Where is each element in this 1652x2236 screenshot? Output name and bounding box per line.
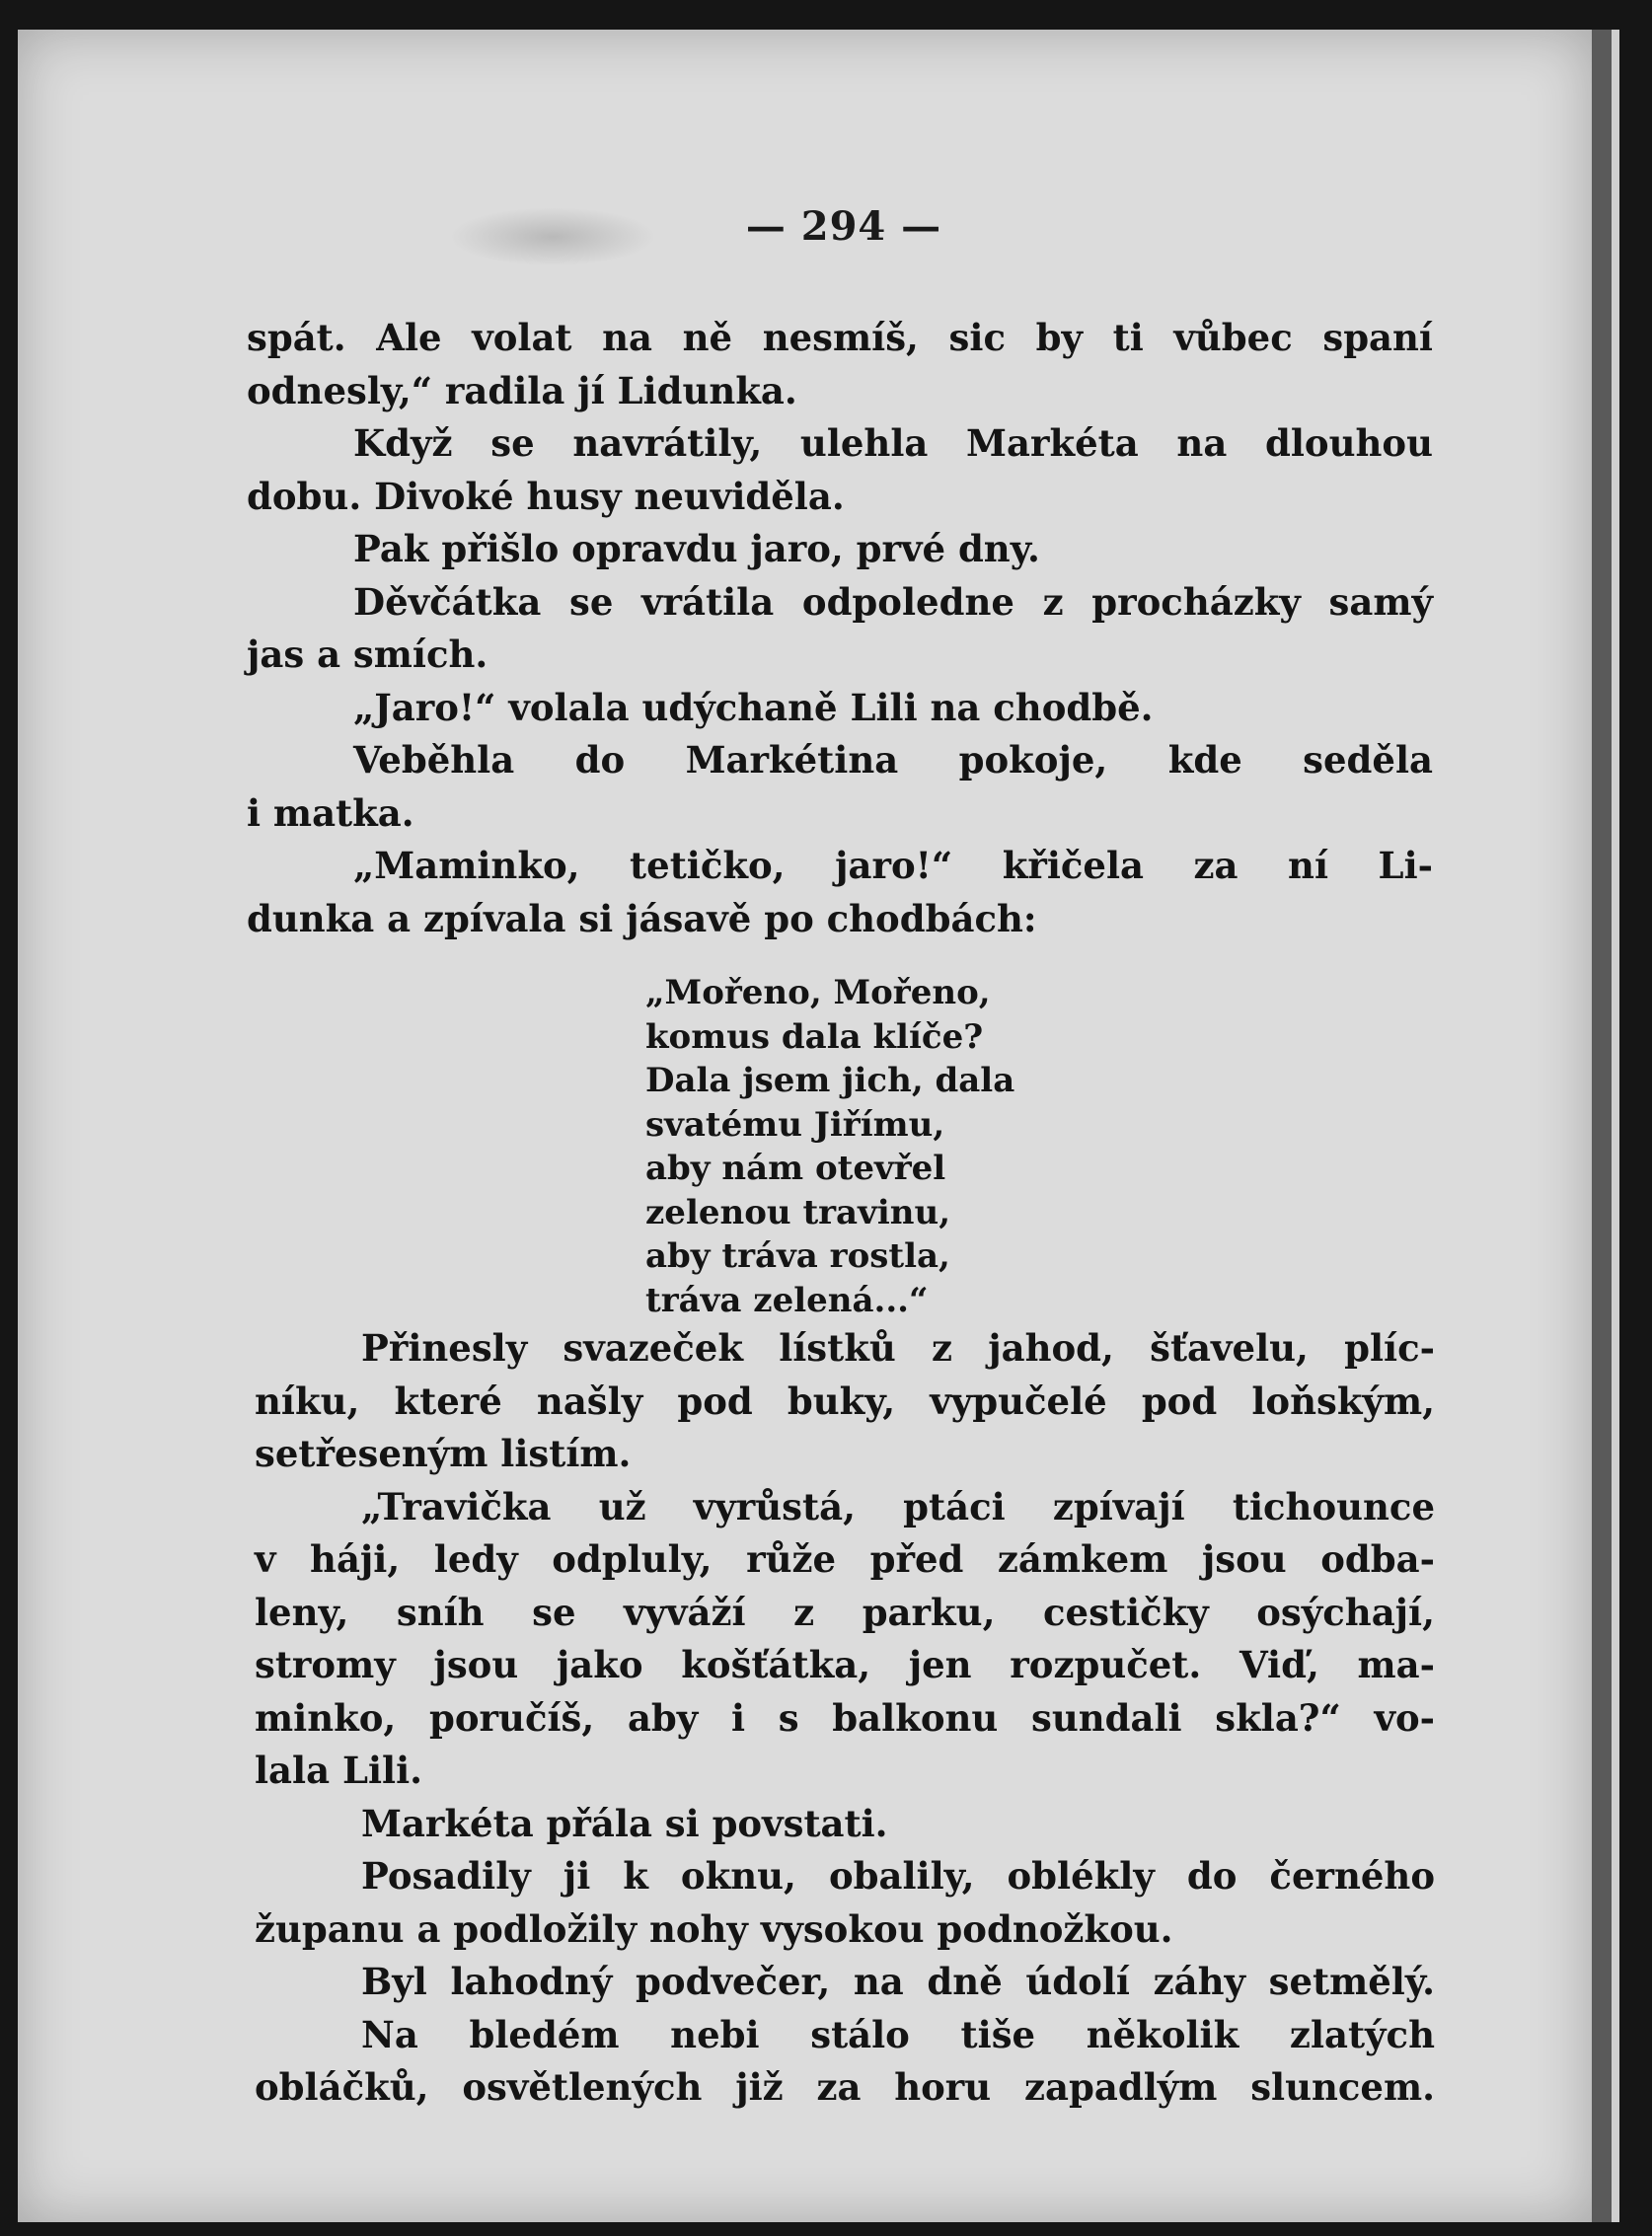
text-line: „Jaro!“ volala udýchaně Lili na chodbě. [353, 685, 1154, 729]
text-block-top [247, 312, 1433, 945]
text-line: Přinesly svazeček lístků z jahod, šťavelu, plíc- [361, 1326, 1435, 1370]
text-line: županu a podložily nohy vysokou podnožkou. [255, 1906, 1173, 1951]
page-gutter-strip [1592, 30, 1612, 2222]
text-line: níku, které našly pod buky, vypučelé pod loňským, [255, 1379, 1435, 1423]
text-line: stromy jsou jako košťátka, jen rozpučet. Viď, ma- [255, 1643, 1435, 1686]
text-line: jas a smích. [247, 633, 488, 676]
poem-line: „Mořeno, Mořeno, [645, 973, 991, 1012]
text-line: leny, sníh se vyváží z parku, cestičky osýchají, [255, 1590, 1435, 1634]
text-line: lala Lili. [255, 1749, 423, 1792]
text-line: Na bledém nebi stálo tiše několik zlatých [361, 2012, 1435, 2056]
text-line: „Maminko, tetičko, jaro!“ křičela za ní Li- [353, 844, 1433, 887]
text-line: Posadily ji k oknu, obalily, oblékly do černého [361, 1854, 1435, 1898]
ink-stain [449, 207, 656, 266]
text-line: Veběhla do Markétina pokoje, kde seděla [353, 738, 1433, 782]
text-line: odnesly,“ radila jí Lidunka. [247, 368, 797, 412]
poem-block [645, 971, 1198, 1322]
text-line: setřeseným listím. [255, 1432, 632, 1475]
text-line: v háji, ledy odpluly, růže před zámkem jsou odba- [255, 1537, 1435, 1581]
page-number: — 294 — [745, 203, 942, 250]
text-line: „Travička už vyrůstá, ptáci zpívají tichounce [361, 1484, 1435, 1528]
text-line: Když se navrátily, ulehla Markéta na dlouhou [353, 421, 1433, 465]
poem-line: aby nám otevřel [645, 1149, 946, 1188]
text-line: obláčků, osvětlených již za horu zapadlým sluncem. [255, 2065, 1435, 2109]
text-line: spát. Ale volat na ně nesmíš, sic by ti vůbec spaní [247, 316, 1433, 359]
page-edge [1612, 30, 1619, 2222]
poem-line: komus dala klíče? [645, 1016, 984, 1057]
text-line: minko, poručíš, aby i s balkonu sundali skla?“ vo- [255, 1695, 1435, 1740]
poem-line: zelenou travinu, [645, 1192, 951, 1232]
poem-line: svatému Jiřímu, [645, 1104, 945, 1145]
text-line: Děvčátka se vrátila odpoledne z procházky samý [353, 579, 1433, 624]
text-line: dobu. Divoké husy neuviděla. [247, 474, 845, 518]
poem-line: Dala jsem jich, dala [645, 1061, 1015, 1100]
poem-line: aby tráva rostla, [645, 1236, 950, 1276]
text-line: Pak přišlo opravdu jaro, prvé dny. [353, 527, 1040, 570]
text-block-bottom [255, 1322, 1435, 2115]
text-line: Byl lahodný podvečer, na dně údolí záhy setmělý. [361, 1960, 1435, 2003]
text-line: Markéta přála si povstati. [361, 1801, 888, 1845]
poem-line: tráva zelená...“ [645, 1280, 929, 1320]
text-line: i matka. [247, 790, 414, 835]
text-line: dunka a zpívala si jásavě po chodbách: [247, 896, 1037, 940]
